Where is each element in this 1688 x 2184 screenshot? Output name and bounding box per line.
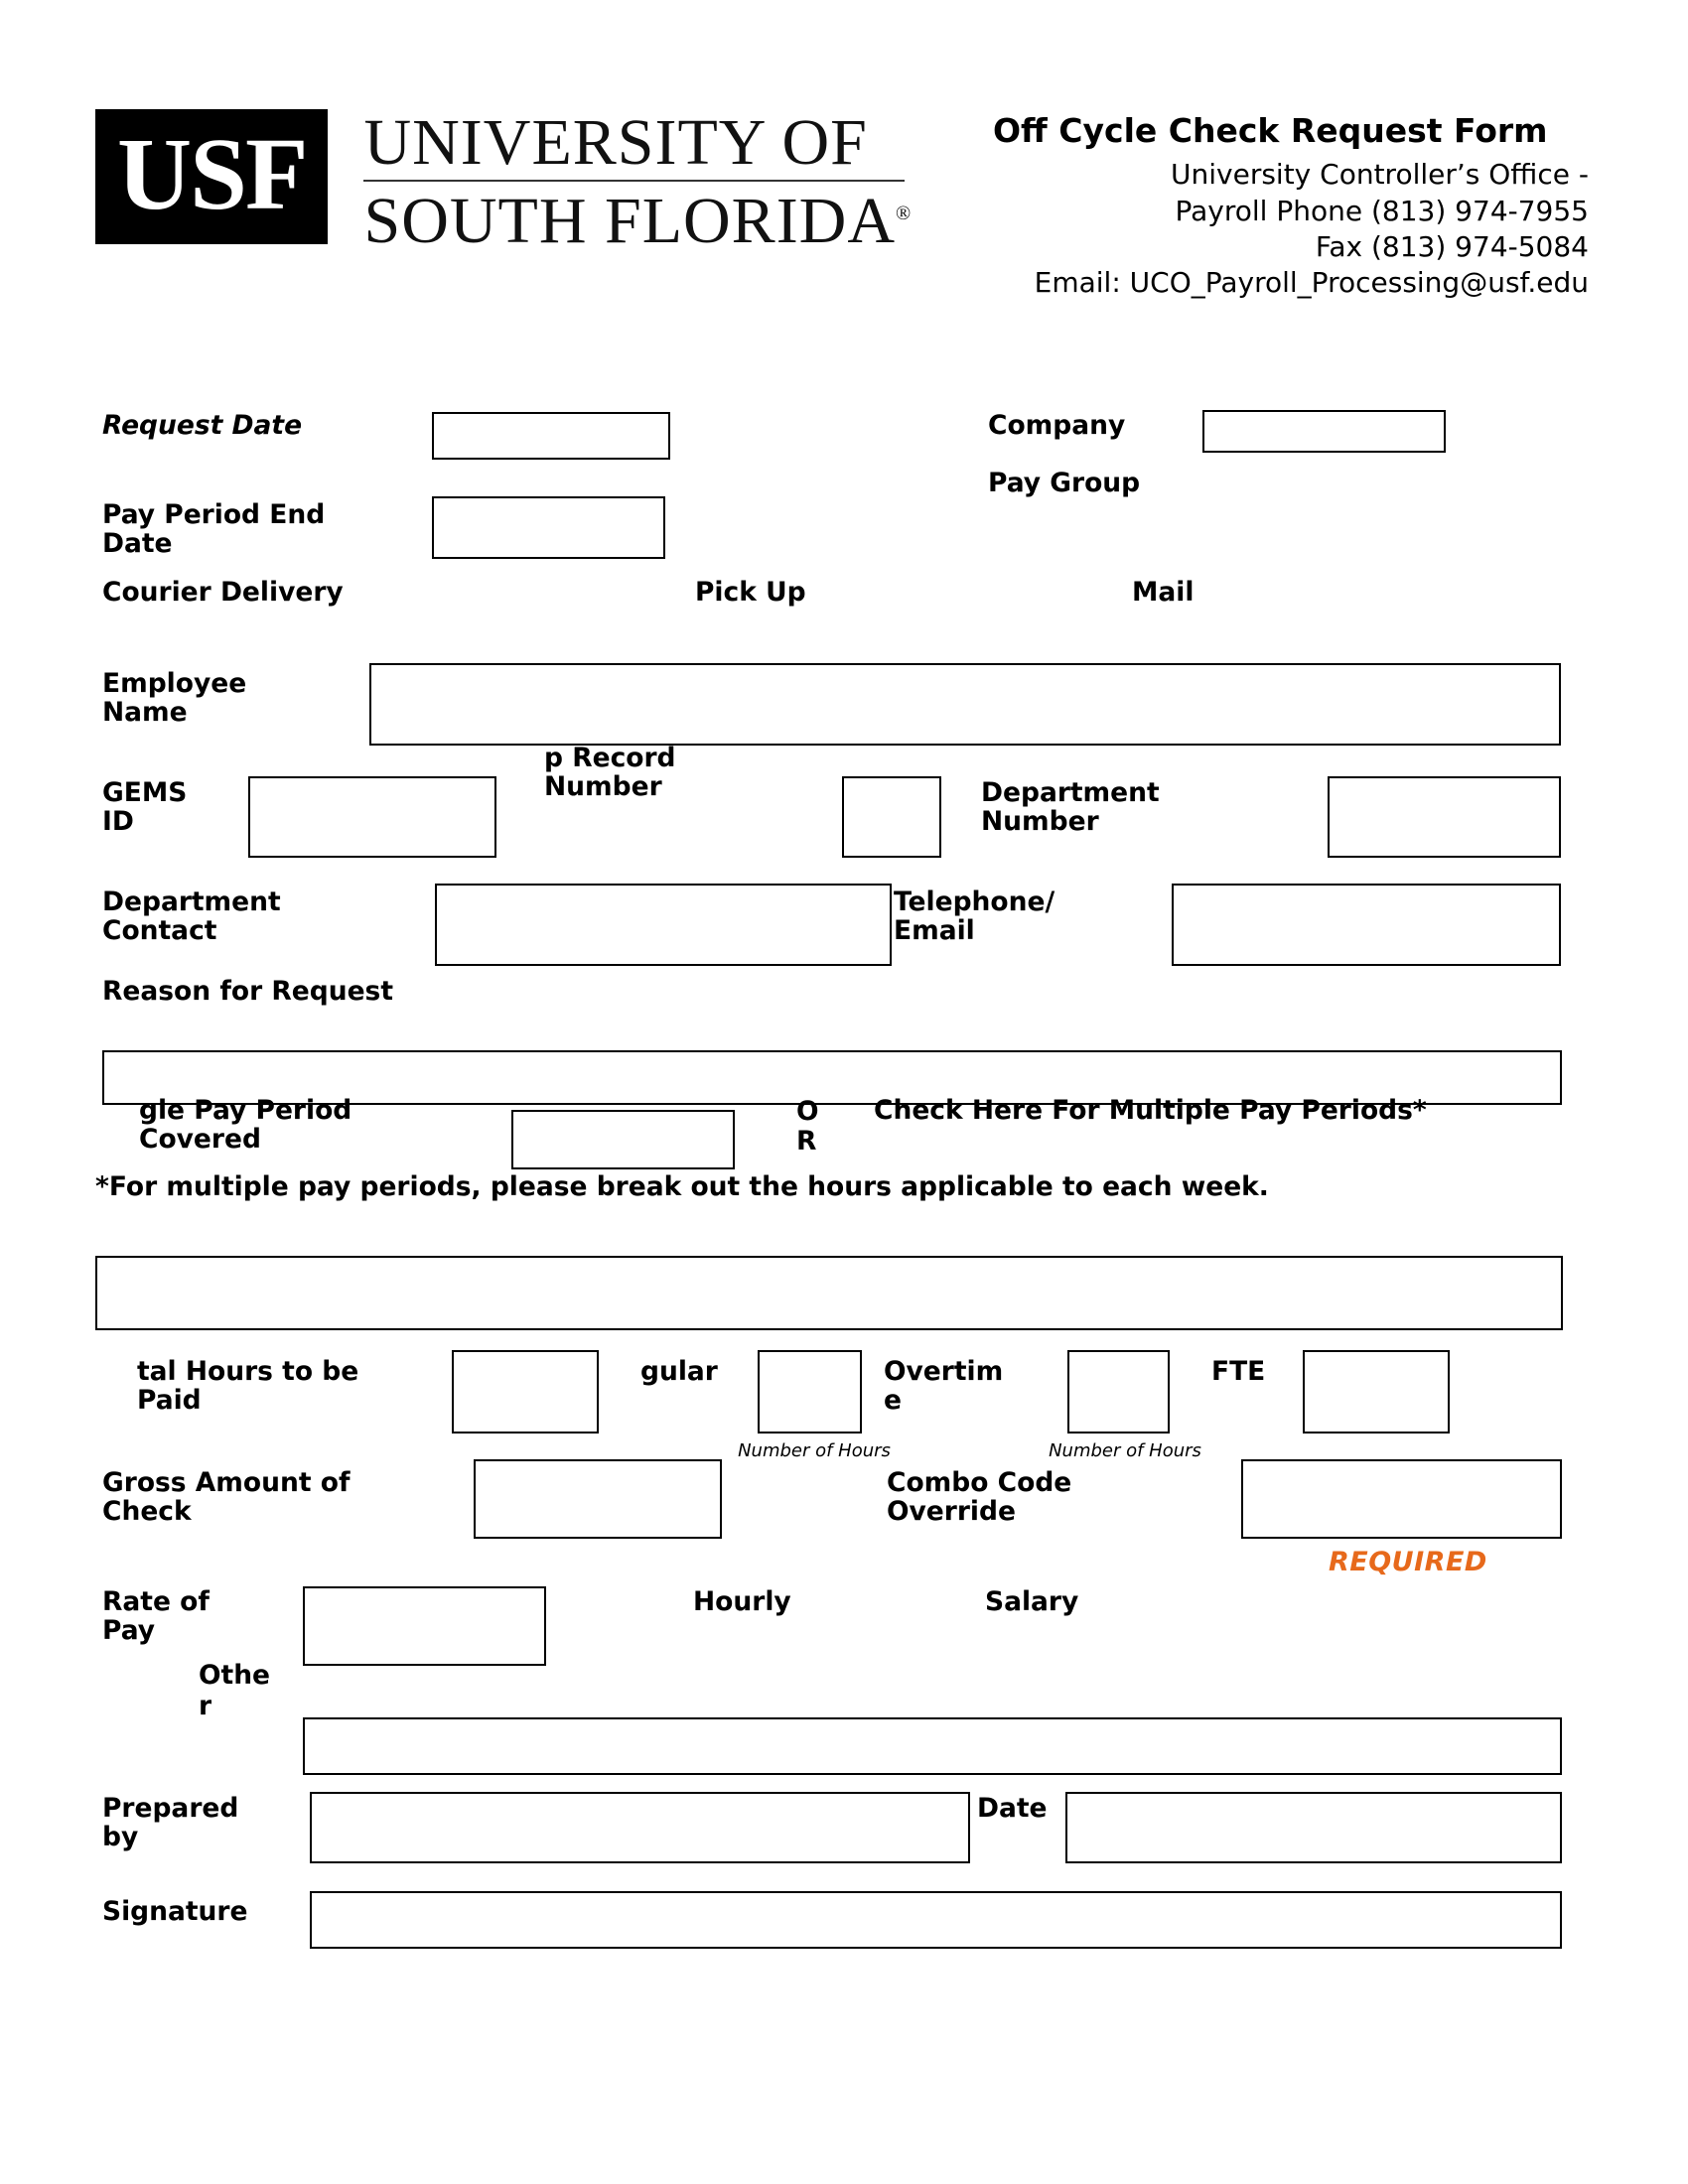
- usf-logo: [95, 106, 912, 258]
- or-divider-line1: O: [796, 1096, 819, 1127]
- date-label: Date: [977, 1793, 1048, 1824]
- emp-record-number-input[interactable]: [842, 776, 941, 858]
- emp-record-number-label: p Record Number: [544, 743, 676, 802]
- page-title: Off Cycle Check Request Form: [993, 111, 1548, 150]
- pay-group-label: Pay Group: [988, 468, 1141, 498]
- multiple-pay-periods-note: *For multiple pay periods, please break out the hours applicable to each week.: [95, 1171, 1269, 1202]
- registered-trademark-icon: ®: [896, 203, 912, 225]
- department-contact-label: Department Contact: [102, 887, 281, 946]
- pick-up-option[interactable]: Pick Up: [695, 577, 806, 608]
- usf-logo-line2-text: SOUTH FLORIDA: [363, 185, 897, 258]
- gems-id-input[interactable]: [248, 776, 496, 858]
- request-date-input[interactable]: [432, 412, 670, 460]
- overtime-caption: Number of Hours: [1049, 1440, 1201, 1461]
- telephone-email-label: Telephone/ Email: [894, 887, 1055, 946]
- gross-amount-of-check-label: Gross Amount of Check: [102, 1467, 351, 1527]
- contact-info: [993, 157, 1589, 302]
- other-input[interactable]: [303, 1717, 1562, 1775]
- combo-code-required-badge: REQUIRED: [1329, 1547, 1487, 1577]
- single-pay-period-covered-label: gle Pay Period Covered: [139, 1095, 352, 1155]
- request-date-label: Request Date: [102, 410, 303, 441]
- department-number-input[interactable]: [1328, 776, 1561, 858]
- multiple-periods-detail-input[interactable]: [95, 1256, 1563, 1330]
- signature-label: Signature: [102, 1896, 248, 1927]
- rate-of-pay-input[interactable]: [303, 1586, 546, 1666]
- overtime-label: Overtim e: [884, 1356, 1004, 1416]
- prepared-by-label: Prepared by: [102, 1793, 239, 1852]
- rate-of-pay-label: Rate of Pay: [102, 1586, 210, 1646]
- contact-email: Email: UCO_Payroll_Processing@usf.edu: [1034, 266, 1589, 300]
- pay-period-end-date-input[interactable]: [432, 496, 665, 559]
- contact-phone: Payroll Phone (813) 974-7955: [1175, 194, 1589, 227]
- prepared-by-input[interactable]: [310, 1792, 970, 1863]
- or-divider-line2: R: [796, 1126, 817, 1158]
- employee-name-input[interactable]: [369, 663, 1561, 746]
- usf-logo-wordmark: [363, 106, 912, 258]
- company-label: Company: [988, 410, 1126, 441]
- combo-code-override-input[interactable]: [1241, 1459, 1562, 1539]
- header-contact-block: [993, 111, 1589, 302]
- reason-for-request-label: Reason for Request: [102, 976, 393, 1007]
- usf-logo-line2: [363, 185, 912, 258]
- signature-input[interactable]: [310, 1891, 1562, 1949]
- combo-code-override-label: Combo Code Override: [887, 1467, 1072, 1527]
- overtime-input[interactable]: [1067, 1350, 1170, 1433]
- total-hours-to-be-paid-label: tal Hours to be Paid: [137, 1356, 359, 1416]
- hourly-option[interactable]: Hourly: [693, 1586, 791, 1617]
- regular-hours-label: gular: [640, 1356, 718, 1387]
- form-header: [0, 0, 1688, 377]
- department-number-label: Department Number: [981, 777, 1160, 837]
- other-label: Othe r: [199, 1660, 271, 1722]
- total-hours-to-be-paid-input[interactable]: [452, 1350, 599, 1433]
- contact-fax: Fax (813) 974-5084: [1315, 230, 1589, 264]
- telephone-email-input[interactable]: [1172, 884, 1561, 966]
- contact-office: University Controller’s Office -: [1171, 158, 1589, 192]
- date-input[interactable]: [1065, 1792, 1562, 1863]
- regular-hours-caption: Number of Hours: [738, 1440, 891, 1461]
- or-divider: [796, 1097, 819, 1158]
- fte-input[interactable]: [1303, 1350, 1450, 1433]
- gems-id-label: GEMS ID: [102, 777, 188, 837]
- mail-option[interactable]: Mail: [1132, 577, 1195, 608]
- gross-amount-of-check-input[interactable]: [474, 1459, 722, 1539]
- department-contact-input[interactable]: [435, 884, 892, 966]
- salary-option[interactable]: Salary: [985, 1586, 1079, 1617]
- multiple-pay-periods-checkbox-label[interactable]: Check Here For Multiple Pay Periods*: [874, 1095, 1427, 1126]
- single-pay-period-covered-input[interactable]: [511, 1110, 735, 1169]
- usf-logo-line1: UNIVERSITY OF: [363, 106, 868, 179]
- employee-name-label: Employee Name: [102, 668, 247, 728]
- pay-period-end-date-label: Pay Period End Date: [102, 499, 326, 559]
- usf-logo-divider: [363, 180, 905, 182]
- fte-label: FTE: [1211, 1356, 1266, 1387]
- regular-hours-input[interactable]: [758, 1350, 862, 1433]
- courier-delivery-label: Courier Delivery: [102, 577, 344, 608]
- usf-logo-mark: USF: [95, 109, 328, 244]
- company-input[interactable]: [1202, 410, 1446, 453]
